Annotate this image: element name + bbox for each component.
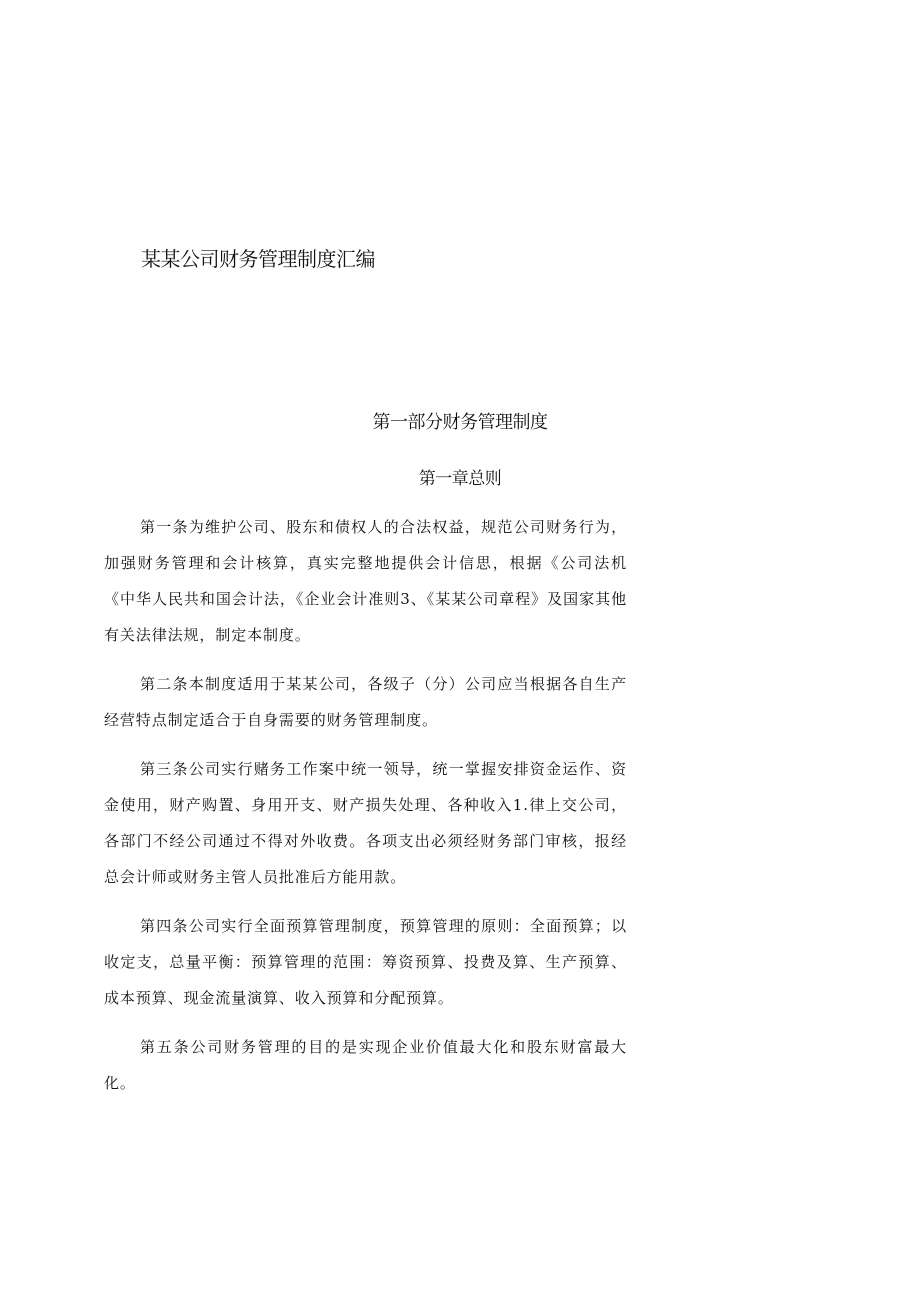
article-2: 第二条本制度适用于某某公司，各级子（分）公司应当根据各自生产经营特点制定适合于自身需要的财务管理制度。 (104, 675, 627, 729)
article-4: 第四条公司实行全面预算管理制度，预算管理的原则：全面预算；以收定支，总量平衡：预算管理的范围：筹资预算、投费及算、生产预算、成本预算、现金流量演算、收入预算和分配预算。 (104, 917, 627, 1007)
article-5: 第五条公司财务管理的目的是实现企业价值最大化和股东财富最大化。 (104, 1038, 627, 1092)
chapter-title: 第一章总则 (418, 469, 502, 489)
document-title: 某某公司财务管理制度汇编 (141, 247, 375, 271)
document-body (104, 509, 627, 1114)
article-3: 第三条公司实行赌务工作案中统一领导，统一掌握安排资金运作、资金使用，财产购置、身用开支、财产损失处理、各种收入1.律上交公司，各部门不经公司通过不得对外收费。各项支出必须经财务部门审核，报经总会计师或财务主管人员批准后方能用款。 (104, 760, 627, 886)
article-1: 第一条为维护公司、股东和债权人的合法权益，规范公司财务行为，加强财务管理和会计核算，真实完整地提供会计信思，根据《公司法机《中华人民共和国会计法，《企业会计准则3、《某某公司章程》及国家其他有关法律法规，制定本制度。 (104, 518, 627, 644)
part-title: 第一部分财务管理制度 (372, 412, 548, 433)
